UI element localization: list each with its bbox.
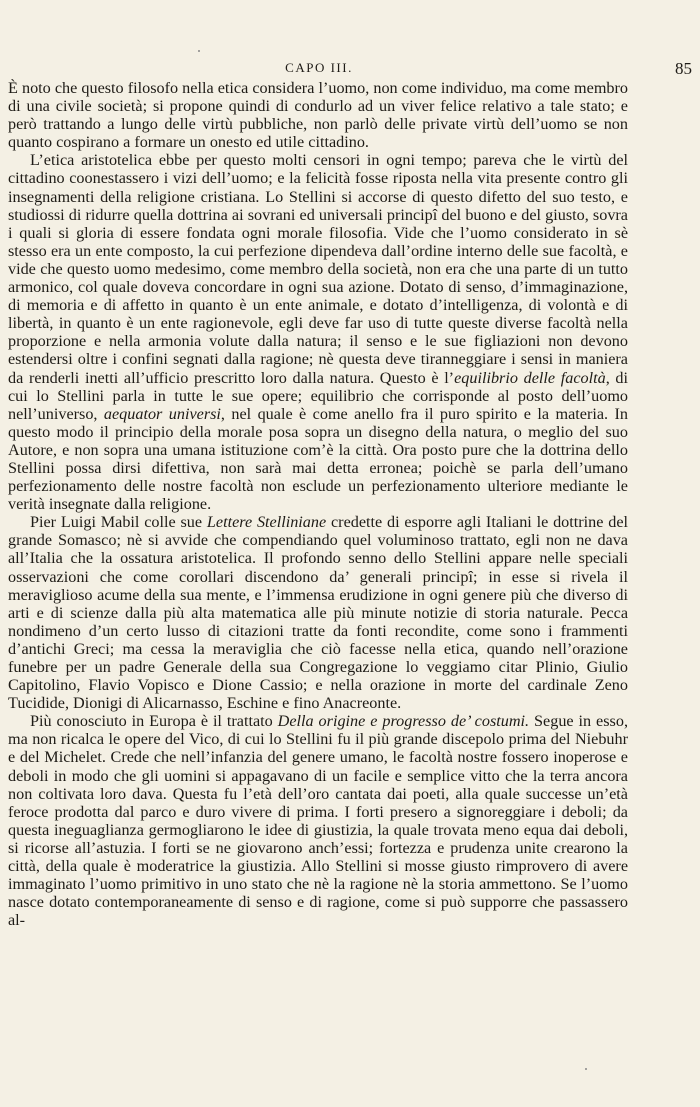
paper-speck xyxy=(198,50,200,52)
paragraph xyxy=(8,79,628,151)
paragraph xyxy=(8,712,628,929)
text-run: , nel quale è come anello fra il puro spirito e la materia. In questo modo il principio della morale posa sopra un disegno della natura, o meglio del suo Autore, e non sopra una umana istituzione com’è la città. Ora posto pure che la dottrina dello Stellini possa dirsi difettiva, non sarà mai detta erronea; poichè se parla dell’umano perfezionamento delle nostre facoltà non esclude un perfezionamento ulteriore mediante le verità insegnate dalla religione. xyxy=(8,404,628,514)
body-text xyxy=(8,79,628,929)
italic-text: aequator universi xyxy=(103,404,221,423)
page-number: 85 xyxy=(675,59,692,78)
running-head: CAPO III. xyxy=(285,60,353,75)
text-run: , di cui lo Stellini parla in tutte le sue opere; equilibrio che corrisponde al posto dell’uomo nell’universo, xyxy=(8,368,628,423)
italic-text: Della origine e progresso de’ costumi. xyxy=(277,712,530,731)
paper-speck xyxy=(585,1068,587,1070)
text-run: Segue in esso, ma non ricalca le opere del Vico, di cui lo Stellini fu il più grande discepolo prima del Niebuhr e del Michelet. Crede che nell’infanzia del genere umano, le facoltà nostre fossero inoperose e deboli in modo che gli uomini si appagavano di un facile e semplice vitto che la terra ancora non coltivata loro dava. Questa fu l’età dell’oro cantata dai poeti, alla quale successe un’età feroce prodotta dal parco e duro vivere di prima. I forti presero a signoreggiare i deboli; da questa ineguaglianza germogliarono le idee di giustizia, la quale trovata meno equa dai deboli, si ricorse all’astuzia. I forti se ne giovarono anch’essi; fortezza e prudenza unite crearono la città, della quale è moderatrice la giustizia. Allo Stellini si mosse giusto rimprovero di avere immaginato l’uomo primitivo in uno stato che nè la ragione nè la storia ammettono. Se l’uomo nasce dotato contemporaneamente di senso e di ragione, come si può supporre che passassero al- xyxy=(8,712,628,930)
italic-text: equilibrio delle facoltà xyxy=(454,368,606,387)
text-run: Più conosciuto in Europa è il trattato xyxy=(30,712,278,731)
text-run: L’etica aristotelica ebbe per questo molti censori in ogni tempo; pareva che le virtù del cittadino coonestassero i vizi dell’uomo; e la felicità fosse riposta nella vita presente contro gli insegnamenti della religione cristiana. Lo Stellini si accorse di questo difetto del suo testo, e studiossi di ridurre quella dottrina ai sovrani ed universali principî del buono e del giusto, sovra i quali si gloria di essere fondata ogni morale filosofia. Vide che l’uomo considerato in sè stesso era un ente composto, la cui perfezione dipendeva dall’ordine interno delle sue facoltà, e vide che questo uomo medesimo, come membro della società, non era che una parte di un tutto armonico, col quale doveva concordare in ogni sua azione. Dotato di senso, d’immaginazione, di memoria e di affetto in quanto è un ente animale, e dotato d’intelligenza, di volontà e di libertà, in quanto è un ente ragionevole, egli deve far uso di tutte queste diverse facoltà nella proporzione e nella armonia volute dalla natura; il senso e le sue figliazioni non devono estendersi oltre i confini segnati dalla ragione; nè questa deve tiranneggiare i sensi in maniera da renderli inetti all’ufficio prescritto loro dalla natura. Questo è l’ xyxy=(8,151,628,387)
text-run: credette di esporre agli Italiani le dottrine del grande Somasco; nè si avvide che compendiando quel voluminoso trattato, egli non ne dava all’Italia che la ossatura aristotelica. Il profondo senno dello Stellini appare nelle speciali osservazioni che come corollari discendono da’ generali principî; in esse si rivela il meraviglioso acume della sua mente, e l’immensa erudizione in ogni genere più che diverso di arti e di scienze dalla più alta matematica alle più minute notizie di storia naturale. Pecca nondimeno d’un certo lusso di citazioni tratte da fonti recondite, come sono i frammenti d’antichi Greci; ma cessa la meraviglia che ciò facesse nella etica, quando nell’orazione funebre per un padre Generale della sua Congregazione lo veggiamo citar Plinio, Giulio Capitolino, Flavio Vopisco e Dione Cassio; e nella orazione in morte del cardinale Zeno Tucidide, Dionigi di Alicarnasso, Eschine e fino Anacreonte. xyxy=(8,513,629,713)
text-run: Pier Luigi Mabil colle sue xyxy=(30,513,207,532)
paragraph xyxy=(8,151,628,513)
text-run: È noto che questo filosofo nella etica considera l’uomo, non come individuo, ma come membro di una civile società; si propone quindi di condurlo ad un viver felice relativo a tale stato; e però trattando a lungo delle virtù pubbliche, non parlò delle private virtù dell’uomo se non quanto cospirano a formare un onesto ed utile cittadino. xyxy=(8,79,628,152)
italic-text: Lettere Stelliniane xyxy=(206,513,327,532)
paragraph xyxy=(8,513,628,712)
